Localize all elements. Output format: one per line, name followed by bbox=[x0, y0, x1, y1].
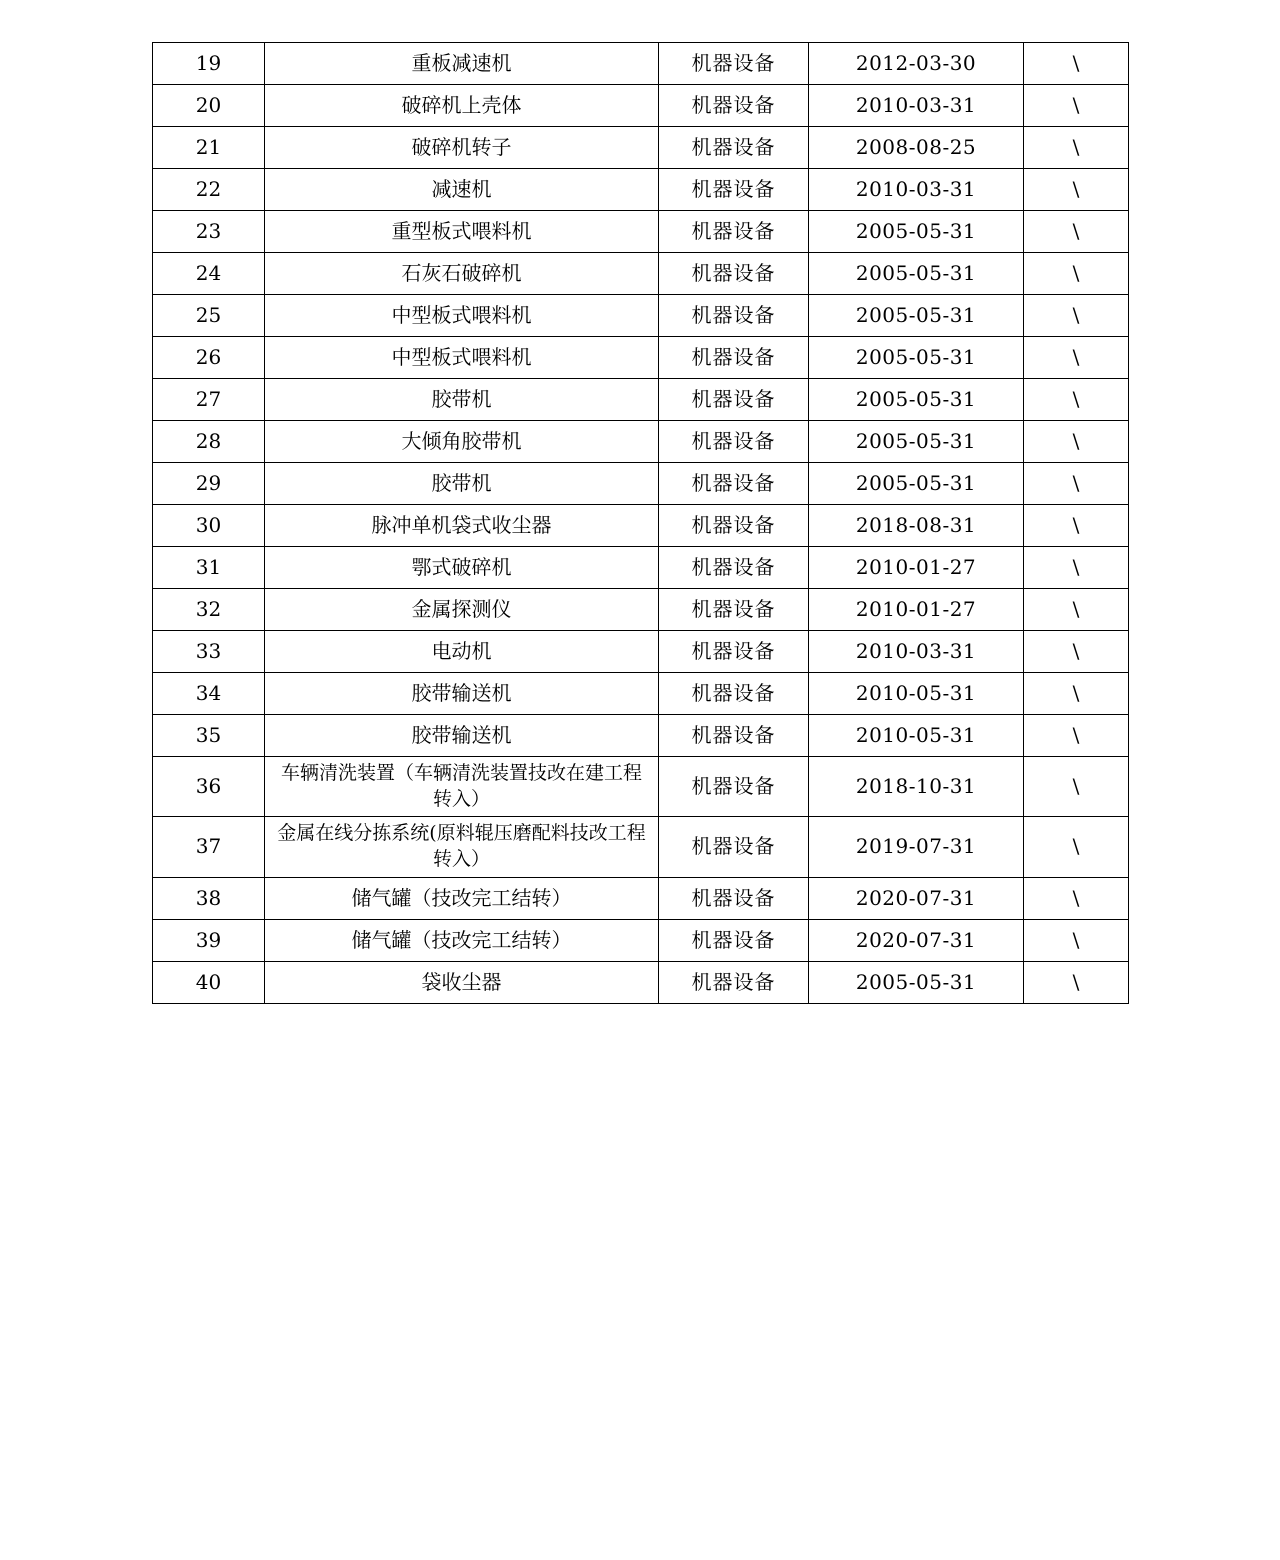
cell-remark: \ bbox=[1024, 505, 1129, 547]
cell-asset-name: 石灰石破碎机 bbox=[265, 253, 659, 295]
cell-asset-category: 机器设备 bbox=[659, 463, 809, 505]
table-row bbox=[153, 379, 1129, 421]
cell-asset-category: 机器设备 bbox=[659, 715, 809, 757]
cell-remark: \ bbox=[1024, 589, 1129, 631]
cell-index: 19 bbox=[153, 43, 265, 85]
cell-remark: \ bbox=[1024, 169, 1129, 211]
cell-remark: \ bbox=[1024, 631, 1129, 673]
cell-remark: \ bbox=[1024, 547, 1129, 589]
table-row bbox=[153, 919, 1129, 961]
cell-index: 36 bbox=[153, 757, 265, 817]
table-row bbox=[153, 631, 1129, 673]
cell-asset-name: 胶带机 bbox=[265, 379, 659, 421]
cell-acquire-date: 2010-03-31 bbox=[809, 85, 1024, 127]
cell-asset-name: 鄂式破碎机 bbox=[265, 547, 659, 589]
cell-asset-name: 金属在线分拣系统(原料辊压磨配料技改工程转入） bbox=[265, 817, 659, 877]
cell-index: 23 bbox=[153, 211, 265, 253]
cell-asset-category: 机器设备 bbox=[659, 877, 809, 919]
cell-asset-name: 车辆清洗装置（车辆清洗装置技改在建工程转入） bbox=[265, 757, 659, 817]
cell-index: 27 bbox=[153, 379, 265, 421]
cell-asset-category: 机器设备 bbox=[659, 919, 809, 961]
cell-acquire-date: 2010-03-31 bbox=[809, 631, 1024, 673]
cell-asset-category: 机器设备 bbox=[659, 961, 809, 1003]
cell-asset-category: 机器设备 bbox=[659, 505, 809, 547]
asset-table-body bbox=[153, 43, 1129, 1004]
table-row bbox=[153, 505, 1129, 547]
cell-asset-category: 机器设备 bbox=[659, 43, 809, 85]
table-row bbox=[153, 295, 1129, 337]
cell-remark: \ bbox=[1024, 757, 1129, 817]
cell-acquire-date: 2005-05-31 bbox=[809, 211, 1024, 253]
table-row bbox=[153, 421, 1129, 463]
cell-remark: \ bbox=[1024, 919, 1129, 961]
cell-acquire-date: 2010-01-27 bbox=[809, 547, 1024, 589]
table-row bbox=[153, 547, 1129, 589]
cell-remark: \ bbox=[1024, 337, 1129, 379]
table-row bbox=[153, 715, 1129, 757]
cell-asset-category: 机器设备 bbox=[659, 295, 809, 337]
cell-index: 21 bbox=[153, 127, 265, 169]
cell-asset-name: 胶带机 bbox=[265, 463, 659, 505]
cell-asset-name: 胶带输送机 bbox=[265, 673, 659, 715]
cell-remark: \ bbox=[1024, 817, 1129, 877]
cell-remark: \ bbox=[1024, 379, 1129, 421]
cell-asset-category: 机器设备 bbox=[659, 379, 809, 421]
cell-asset-category: 机器设备 bbox=[659, 817, 809, 877]
cell-index: 35 bbox=[153, 715, 265, 757]
table-row bbox=[153, 253, 1129, 295]
table-row bbox=[153, 337, 1129, 379]
table-row bbox=[153, 211, 1129, 253]
cell-acquire-date: 2005-05-31 bbox=[809, 337, 1024, 379]
cell-remark: \ bbox=[1024, 673, 1129, 715]
cell-asset-category: 机器设备 bbox=[659, 421, 809, 463]
cell-remark: \ bbox=[1024, 211, 1129, 253]
table-row bbox=[153, 85, 1129, 127]
cell-asset-category: 机器设备 bbox=[659, 253, 809, 295]
table-row bbox=[153, 589, 1129, 631]
cell-asset-name: 电动机 bbox=[265, 631, 659, 673]
table-row bbox=[153, 463, 1129, 505]
cell-index: 33 bbox=[153, 631, 265, 673]
cell-asset-name: 减速机 bbox=[265, 169, 659, 211]
cell-acquire-date: 2010-05-31 bbox=[809, 715, 1024, 757]
cell-index: 30 bbox=[153, 505, 265, 547]
cell-asset-name: 重板减速机 bbox=[265, 43, 659, 85]
cell-acquire-date: 2012-03-30 bbox=[809, 43, 1024, 85]
cell-asset-name: 破碎机转子 bbox=[265, 127, 659, 169]
cell-index: 28 bbox=[153, 421, 265, 463]
cell-index: 32 bbox=[153, 589, 265, 631]
cell-remark: \ bbox=[1024, 421, 1129, 463]
cell-index: 25 bbox=[153, 295, 265, 337]
cell-acquire-date: 2005-05-31 bbox=[809, 253, 1024, 295]
cell-index: 34 bbox=[153, 673, 265, 715]
cell-asset-category: 机器设备 bbox=[659, 757, 809, 817]
table-row bbox=[153, 757, 1129, 817]
cell-acquire-date: 2010-05-31 bbox=[809, 673, 1024, 715]
cell-asset-name: 储气罐（技改完工结转） bbox=[265, 919, 659, 961]
cell-index: 37 bbox=[153, 817, 265, 877]
cell-acquire-date: 2005-05-31 bbox=[809, 961, 1024, 1003]
cell-remark: \ bbox=[1024, 295, 1129, 337]
cell-index: 22 bbox=[153, 169, 265, 211]
cell-asset-category: 机器设备 bbox=[659, 631, 809, 673]
cell-remark: \ bbox=[1024, 877, 1129, 919]
cell-acquire-date: 2010-01-27 bbox=[809, 589, 1024, 631]
cell-index: 29 bbox=[153, 463, 265, 505]
cell-asset-category: 机器设备 bbox=[659, 337, 809, 379]
cell-asset-category: 机器设备 bbox=[659, 589, 809, 631]
table-row bbox=[153, 673, 1129, 715]
cell-asset-name: 金属探测仪 bbox=[265, 589, 659, 631]
cell-remark: \ bbox=[1024, 253, 1129, 295]
cell-asset-category: 机器设备 bbox=[659, 169, 809, 211]
cell-index: 20 bbox=[153, 85, 265, 127]
cell-acquire-date: 2020-07-31 bbox=[809, 919, 1024, 961]
cell-asset-name: 中型板式喂料机 bbox=[265, 337, 659, 379]
cell-remark: \ bbox=[1024, 961, 1129, 1003]
cell-index: 40 bbox=[153, 961, 265, 1003]
cell-asset-category: 机器设备 bbox=[659, 127, 809, 169]
cell-asset-category: 机器设备 bbox=[659, 547, 809, 589]
cell-remark: \ bbox=[1024, 127, 1129, 169]
cell-acquire-date: 2010-03-31 bbox=[809, 169, 1024, 211]
cell-acquire-date: 2018-10-31 bbox=[809, 757, 1024, 817]
cell-acquire-date: 2008-08-25 bbox=[809, 127, 1024, 169]
cell-asset-name: 脉冲单机袋式收尘器 bbox=[265, 505, 659, 547]
table-row bbox=[153, 961, 1129, 1003]
table-row bbox=[153, 127, 1129, 169]
cell-asset-name: 大倾角胶带机 bbox=[265, 421, 659, 463]
cell-asset-category: 机器设备 bbox=[659, 211, 809, 253]
cell-acquire-date: 2005-05-31 bbox=[809, 379, 1024, 421]
cell-asset-category: 机器设备 bbox=[659, 673, 809, 715]
cell-asset-name: 破碎机上壳体 bbox=[265, 85, 659, 127]
cell-index: 26 bbox=[153, 337, 265, 379]
cell-index: 38 bbox=[153, 877, 265, 919]
table-row bbox=[153, 169, 1129, 211]
cell-index: 24 bbox=[153, 253, 265, 295]
table-row bbox=[153, 877, 1129, 919]
cell-remark: \ bbox=[1024, 85, 1129, 127]
cell-index: 39 bbox=[153, 919, 265, 961]
asset-table bbox=[152, 42, 1129, 1004]
table-row bbox=[153, 43, 1129, 85]
cell-acquire-date: 2005-05-31 bbox=[809, 295, 1024, 337]
cell-index: 31 bbox=[153, 547, 265, 589]
cell-acquire-date: 2018-08-31 bbox=[809, 505, 1024, 547]
cell-asset-name: 袋收尘器 bbox=[265, 961, 659, 1003]
cell-asset-name: 胶带输送机 bbox=[265, 715, 659, 757]
cell-remark: \ bbox=[1024, 43, 1129, 85]
cell-acquire-date: 2019-07-31 bbox=[809, 817, 1024, 877]
cell-asset-category: 机器设备 bbox=[659, 85, 809, 127]
cell-asset-name: 储气罐（技改完工结转） bbox=[265, 877, 659, 919]
cell-remark: \ bbox=[1024, 715, 1129, 757]
cell-remark: \ bbox=[1024, 463, 1129, 505]
cell-asset-name: 重型板式喂料机 bbox=[265, 211, 659, 253]
cell-acquire-date: 2005-05-31 bbox=[809, 463, 1024, 505]
table-row bbox=[153, 817, 1129, 877]
cell-asset-name: 中型板式喂料机 bbox=[265, 295, 659, 337]
cell-acquire-date: 2020-07-31 bbox=[809, 877, 1024, 919]
cell-acquire-date: 2005-05-31 bbox=[809, 421, 1024, 463]
